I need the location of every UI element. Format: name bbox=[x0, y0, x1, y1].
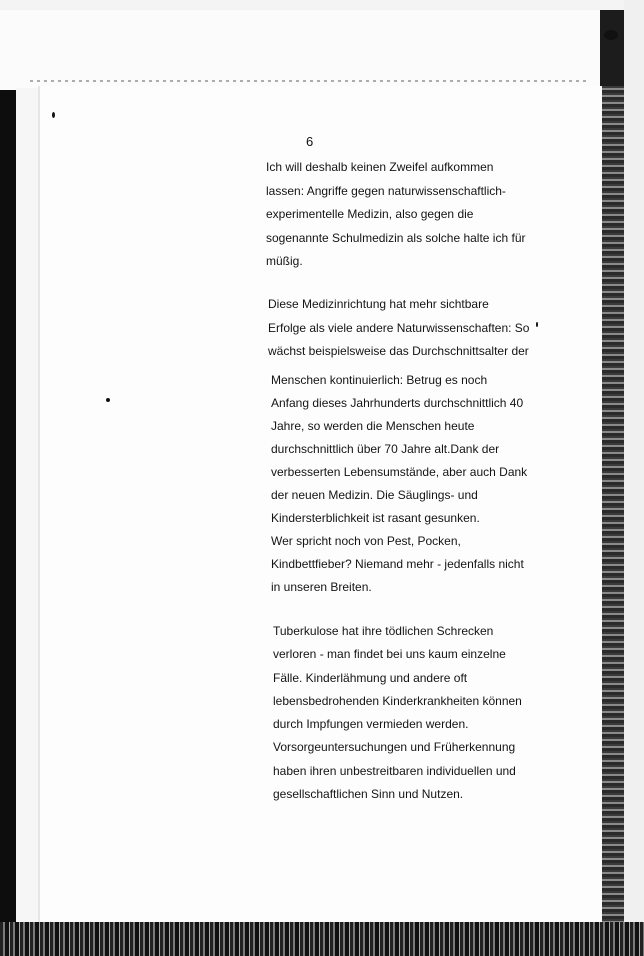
page-number: 6 bbox=[306, 134, 314, 149]
paragraph-line: Ich will deshalb keinen Zweifel aufkommen bbox=[266, 160, 494, 174]
paragraph-line: der neuen Medizin. Die Säuglings- und bbox=[271, 488, 478, 502]
paragraph-1 bbox=[266, 156, 526, 274]
paragraph-line: Kindbettfieber? Niemand mehr - jedenfalls nicht bbox=[271, 557, 524, 571]
paragraph-line: Diese Medizinrichtung hat mehr sichtbare bbox=[268, 297, 489, 311]
paragraph-line: experimentelle Medizin, also gegen die bbox=[266, 207, 474, 221]
paragraph-line: lassen: Angriffe gegen naturwissenschaftlich- bbox=[266, 183, 506, 198]
paragraph-line: durchschnittlich über 70 Jahre alt.Dank der bbox=[271, 442, 500, 456]
scan-bottom-noise bbox=[0, 922, 644, 956]
paragraph-line: haben ihren unbestreitbaren individuellen und bbox=[273, 763, 516, 778]
paragraph-line: lebensbedrohenden Kinderkrankheiten können bbox=[273, 693, 522, 708]
paragraph-line: Kindersterblichkeit ist rasant gesunken. bbox=[271, 511, 480, 525]
scan-top-margin bbox=[0, 10, 600, 90]
paragraph-line: sogenannte Schulmedizin als solche halte ich für bbox=[266, 230, 526, 245]
scan-speck bbox=[106, 398, 110, 402]
paragraph-4 bbox=[273, 620, 522, 806]
paragraph-line: Vorsorgeuntersuchungen und Früherkennung bbox=[273, 740, 516, 755]
paragraph-line: müßig. bbox=[266, 254, 303, 268]
scan-right-edge bbox=[602, 86, 624, 922]
paragraph-line: Erfolge als viele andere Naturwissenschaften: So bbox=[268, 320, 530, 335]
paragraph-2 bbox=[268, 293, 529, 364]
paragraph-3 bbox=[271, 369, 527, 599]
paragraph-line: Tuberkulose hat ihre tödlichen Schrecken bbox=[273, 624, 494, 638]
paragraph-line: wächst beispielsweise das Durchschnittsalter der bbox=[268, 344, 529, 358]
paragraph-line: verbesserten Lebensumstände, aber auch Dank bbox=[271, 465, 528, 479]
paragraph-line: Fälle. Kinderlähmung und andere oft bbox=[273, 670, 468, 685]
paragraph-line: verloren - man findet bei uns kaum einzelne bbox=[273, 647, 506, 662]
scan-speck bbox=[536, 322, 538, 327]
paragraph-line: Anfang dieses Jahrhunderts durchschnittlich 40 bbox=[271, 396, 524, 410]
scan-speck bbox=[604, 30, 618, 40]
paragraph-line: durch Impfungen vermieden werden. bbox=[273, 717, 469, 732]
paragraph-line: in unseren Breiten. bbox=[271, 580, 372, 594]
scan-top-strip bbox=[0, 0, 644, 10]
paragraph-line: Jahre, so werden die Menschen heute bbox=[271, 419, 475, 433]
paragraph-line: gesellschaftlichen Sinn und Nutzen. bbox=[273, 787, 464, 802]
scan-speck bbox=[52, 112, 55, 118]
paragraph-line: Wer spricht noch von Pest, Pocken, bbox=[271, 534, 461, 548]
scan-left-shadow bbox=[0, 90, 16, 922]
scan-right-strip bbox=[624, 0, 644, 956]
paragraph-line: Menschen kontinuierlich: Betrug es noch bbox=[271, 373, 488, 387]
